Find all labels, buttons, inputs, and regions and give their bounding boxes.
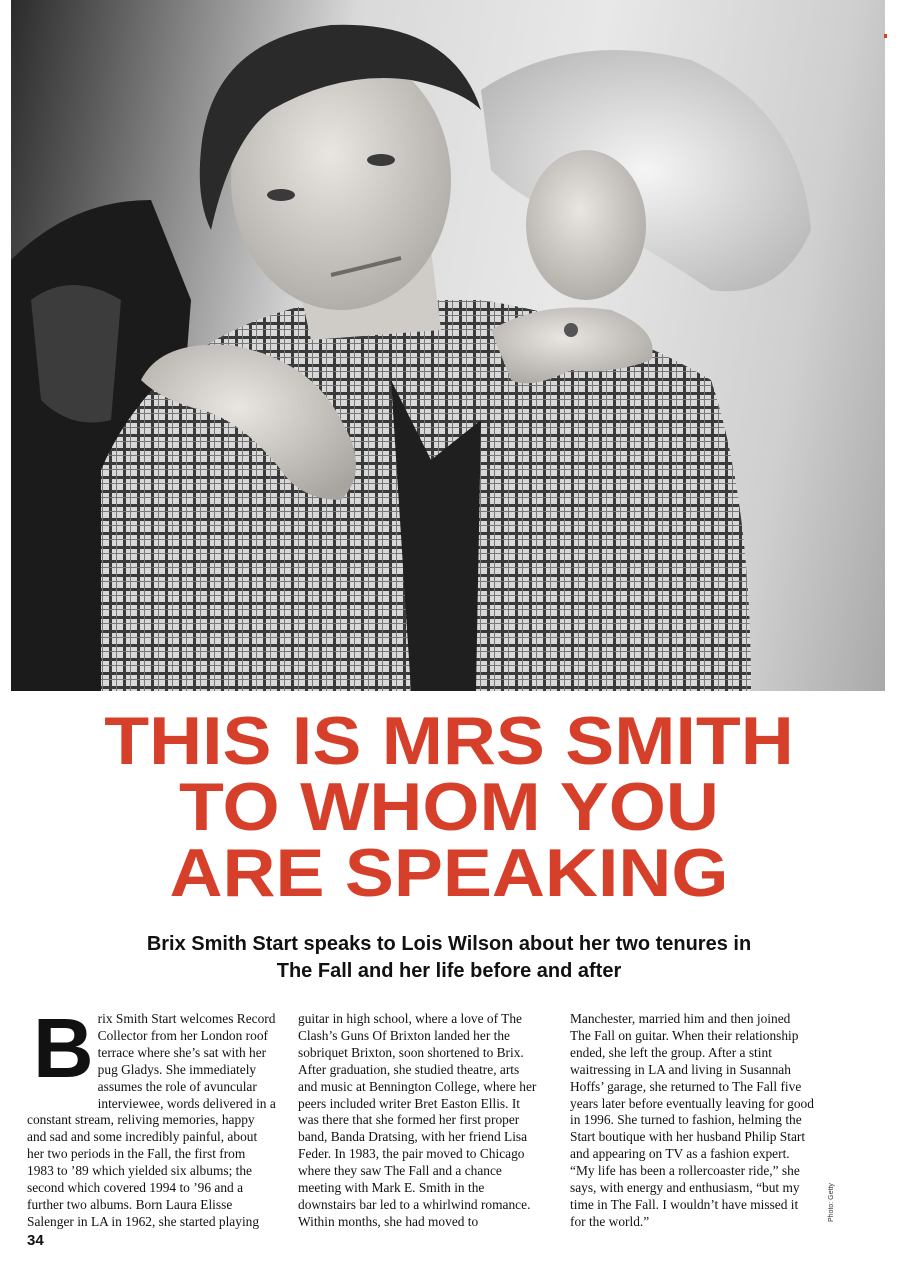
- headline-line-1: THIS IS MRS SMITH: [104, 703, 794, 779]
- body-line: time in The Fall. I wouldn’t have missed it: [570, 1196, 799, 1212]
- body-line: where they saw The Fall and a chance: [298, 1163, 502, 1179]
- body-line: “My life has been a rollercoaster ride,” she: [570, 1163, 800, 1179]
- body-line: Feder. In 1983, the pair moved to Chicago: [298, 1146, 525, 1162]
- body-column-2: [298, 1011, 543, 1231]
- body-line: and music at Bennington College, where her: [298, 1078, 537, 1094]
- body-line: Collector from her London roof: [97, 1027, 268, 1043]
- body-line: Hoffs’ garage, she returned to The Fall five: [570, 1078, 802, 1094]
- page-number: 34: [27, 1232, 44, 1249]
- body-column-3: [570, 1011, 815, 1231]
- hero-photo-illustration: [11, 0, 885, 691]
- headline-line-2: TO WHOM YOU: [179, 769, 719, 845]
- body-line: for the world.”: [570, 1213, 650, 1229]
- body-line: rix Smith Start welcomes Record: [97, 1011, 276, 1026]
- hero-photo: [11, 0, 885, 691]
- body-line: meeting with Mark E. Smith in the: [298, 1180, 485, 1196]
- body-line: downstairs bar led to a whirlwind romance.: [298, 1196, 531, 1212]
- body-line: band, Banda Dratsing, with her friend Lisa: [298, 1129, 528, 1145]
- standfirst-line-1: Brix Smith Start speaks to Lois Wilson about her two tenures in: [146, 933, 752, 955]
- body-line: The Fall on guitar. When their relationship: [570, 1027, 799, 1043]
- body-line: and appearing on TV as a fashion expert.: [570, 1146, 790, 1162]
- headline-line-3: ARE SPEAKING: [169, 835, 729, 911]
- body-line: terrace where she’s sat with her: [97, 1044, 267, 1060]
- body-line: Start boutique with her husband Philip Start: [570, 1129, 806, 1145]
- body-line: waitressing in LA and living in Susannah: [570, 1061, 791, 1077]
- body-line: interviewee, words delivered in a: [97, 1095, 276, 1111]
- body-line: second which covered 1994 to ’96 and a: [27, 1180, 244, 1196]
- photo-credit: Photo: Getty: [828, 1183, 835, 1222]
- body-line: 1983 to ’89 which yielded six albums; the: [27, 1163, 253, 1179]
- body-line: years later before eventually leaving for good: [570, 1095, 814, 1111]
- body-line: was there that she formed her first proper: [298, 1112, 520, 1128]
- body-line: After graduation, she studied theatre, arts: [298, 1061, 520, 1077]
- corner-accent-mark: [884, 34, 887, 38]
- body-line: Within months, she had moved to: [298, 1213, 479, 1229]
- body-line: her two periods in the Fall, the first from: [27, 1146, 246, 1162]
- body-line: ended, she left the group. After a stint: [570, 1044, 772, 1060]
- body-line: further two albums. Born Laura Elisse: [27, 1196, 233, 1212]
- body-line: says, with energy and enthusiasm, “but my: [570, 1180, 800, 1196]
- standfirst-line-2: The Fall and her life before and after: [276, 960, 622, 982]
- body-line: Manchester, married him and then joined: [570, 1011, 791, 1026]
- body-line: assumes the role of avuncular: [97, 1078, 257, 1094]
- body-line: guitar in high school, where a love of The: [298, 1011, 522, 1026]
- body-line: constant stream, reliving memories, happy: [27, 1112, 255, 1128]
- body-line: and sad and some incredibly painful, about: [27, 1129, 258, 1145]
- headline: [0, 703, 898, 911]
- body-line: in 1996. She turned to fashion, helming the: [570, 1112, 802, 1128]
- body-column-1: [27, 1001, 276, 1231]
- body-line: pug Gladys. She immediately: [97, 1061, 257, 1077]
- body-line: peers included writer Bret Easton Ellis. It: [298, 1095, 520, 1111]
- body-line: Salenger in LA in 1962, she started playing: [27, 1213, 260, 1229]
- standfirst: [40, 931, 858, 985]
- body-line: Clash’s Guns Of Brixton landed her the: [298, 1027, 510, 1043]
- body-line: sobriquet Brixton, soon shortened to Brix.: [298, 1044, 524, 1060]
- drop-cap: B: [33, 1001, 94, 1095]
